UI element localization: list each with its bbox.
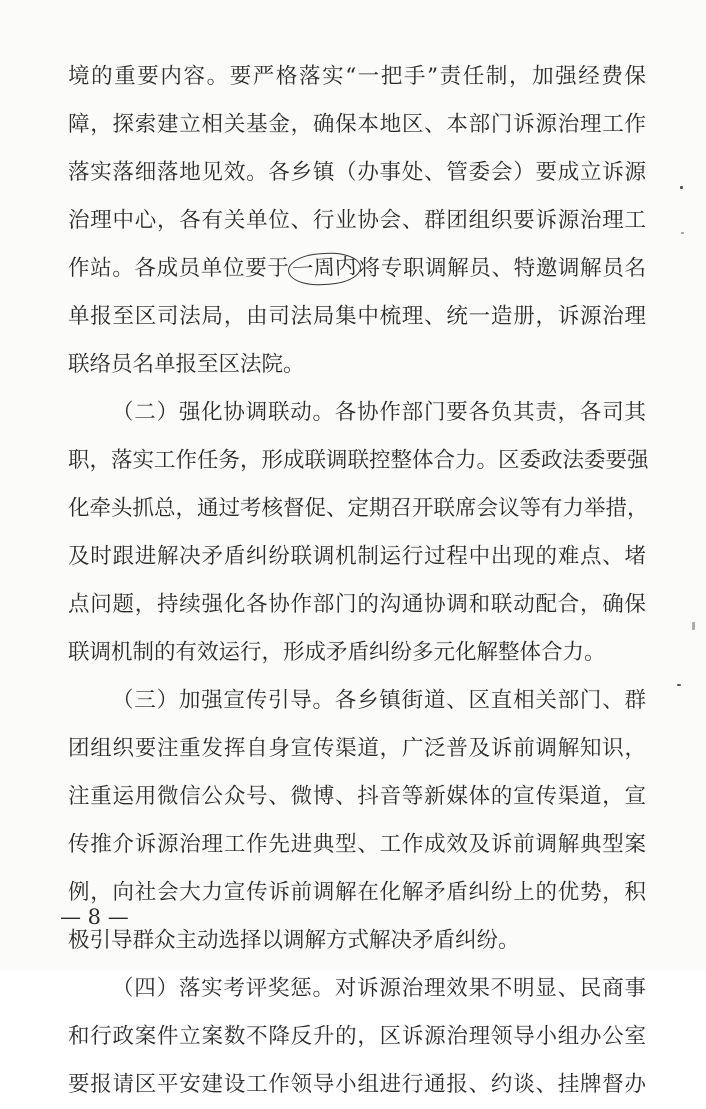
text-line: 注重运用微信公众号、微博、抖音等新媒体的宣传渠道，宣	[68, 784, 646, 809]
text-line: 境的重要内容。要严格落实“一把手”责任制，加强经费保	[68, 64, 646, 89]
text-line: 例，向社会大力宣传诉前调解在化解矛盾纠纷上的优势，积	[68, 880, 646, 905]
text-line: （三）加强宣传引导。各乡镇街道、区直相关部门、群	[112, 688, 646, 713]
text-line: 单报至区司法局，由司法局集中梳理、统一造册，诉源治理	[68, 304, 646, 329]
text-line: 极引导群众主动选择以调解方式解决矛盾纠纷。	[68, 928, 520, 953]
text-line: 化牵头抓总，通过考核督促、定期召开联席会议等有力举措，	[68, 496, 649, 521]
text-line: 联络员名单报至区法院。	[68, 352, 305, 377]
text-line: 治理中心，各有关单位、行业协会、群团组织要诉源治理工	[68, 208, 646, 233]
text-segment: 作站。各成员单位要于	[68, 256, 290, 281]
page-number: — 8 —	[60, 905, 129, 929]
text-line: （四）落实考评奖惩。对诉源治理效果不明显、民商事	[112, 976, 646, 1001]
text-line: 传推介诉源治理工作先进典型、工作成效及诉前调解典型案	[68, 832, 646, 857]
text-line: 要报请区平安建设工作领导小组进行通报、约谈、挂牌督办	[68, 1072, 646, 1097]
text-line: 障，探索建立相关基金，确保本地区、本部门诉源治理工作	[68, 112, 646, 137]
scan-speck	[680, 186, 683, 189]
text-line	[68, 245, 646, 293]
body-text	[68, 53, 649, 1109]
hand-circled-text: 一周内	[287, 251, 361, 287]
text-line: 点问题，持续强化各协作部门的沟通协调和联动配合，确保	[68, 592, 646, 617]
scan-speck	[677, 684, 681, 686]
scan-speck	[692, 622, 695, 630]
text-line: 落实落细落地见效。各乡镇（办事处、管委会）要成立诉源	[68, 160, 646, 185]
text-segment: 将专职调解员、特邀调解员名	[358, 256, 646, 281]
text-line: 及时跟进解决矛盾纠纷联调机制运行过程中出现的难点、堵	[68, 544, 646, 569]
text-line: 职，落实工作任务，形成联调联控整体合力。区委政法委要强	[68, 448, 649, 473]
scan-speck	[681, 232, 684, 234]
text-line: （二）强化协调联动。各协作部门要各负其责，各司其	[112, 400, 646, 425]
text-line: 和行政案件立案数不降反升的，区诉源治理领导小组办公室	[68, 1024, 646, 1049]
text-line: 联调机制的有效运行，形成矛盾纠纷多元化解整体合力。	[68, 640, 606, 665]
text-line: 团组织要注重发挥自身宣传渠道，广泛普及诉前调解知识，	[68, 736, 646, 761]
